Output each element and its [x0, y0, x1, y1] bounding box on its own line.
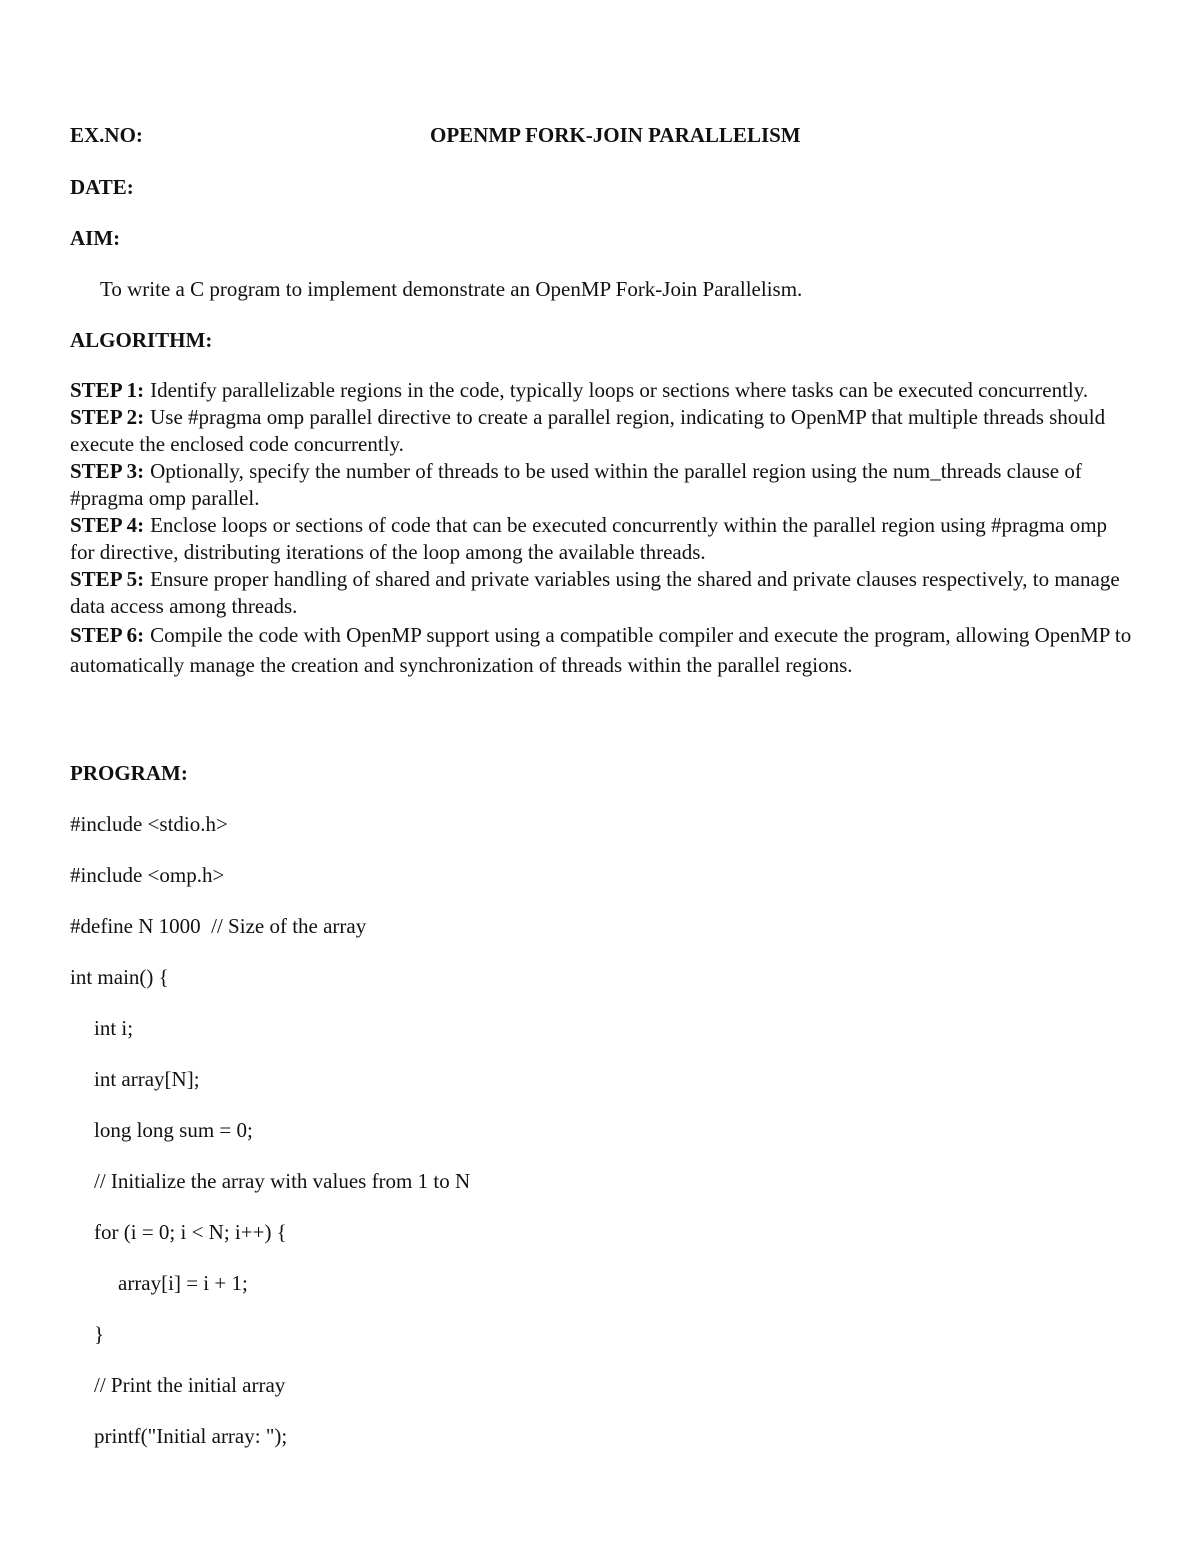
step-2 [70, 404, 1135, 458]
code-line: #define N 1000 // Size of the array [70, 914, 367, 938]
ex-no-label: EX.NO: [70, 123, 143, 147]
step-4 [70, 512, 1135, 566]
code-line: for (i = 0; i < N; i++) { [94, 1220, 287, 1244]
code-line: long long sum = 0; [94, 1118, 253, 1142]
step-6 [70, 620, 1135, 680]
code-line: array[i] = i + 1; [118, 1271, 248, 1295]
code-line: // Initialize the array with values from 1 to N [94, 1169, 471, 1193]
code-line: #include <stdio.h> [70, 812, 228, 836]
step-text: Compile the code with OpenMP support using a compatible compiler and execute the program, allowing OpenMP to automatically manage the creation and synchronization of threads within the parallel regions. [70, 623, 1132, 677]
code-line: int array[N]; [94, 1067, 200, 1091]
step-label: STEP 5: [70, 567, 145, 591]
step-label: STEP 2: [70, 405, 145, 429]
code-line: int i; [94, 1016, 134, 1040]
step-text: Enclose loops or sections of code that can be executed concurrently within the parallel region using #pragma omp for directive, distributing iterations of the loop among the available threads. [70, 513, 1108, 564]
program-heading: PROGRAM: [70, 761, 188, 785]
step-label: STEP 3: [70, 459, 145, 483]
code-line: int main() { [70, 965, 169, 989]
program-code [70, 812, 470, 1475]
step-label: STEP 6: [70, 623, 145, 647]
step-text: Ensure proper handling of shared and private variables using the shared and private clauses respectively, to manage data access among threads. [70, 567, 1120, 618]
step-label: STEP 1: [70, 378, 145, 402]
date-label: DATE: [70, 175, 134, 199]
algorithm-heading: ALGORITHM: [70, 328, 213, 352]
step-1 [70, 377, 1135, 404]
step-5 [70, 566, 1135, 620]
code-line: } [94, 1322, 105, 1346]
step-3 [70, 458, 1135, 512]
aim-text: To write a C program to implement demonstrate an OpenMP Fork-Join Parallelism. [100, 277, 803, 301]
step-text: Use #pragma omp parallel directive to create a parallel region, indicating to OpenMP that multiple threads should execute the enclosed code concurrently. [70, 405, 1106, 456]
step-label: STEP 4: [70, 513, 145, 537]
page-title: OPENMP FORK-JOIN PARALLELISM [430, 123, 801, 147]
code-line: printf("Initial array: "); [94, 1424, 288, 1448]
step-text: Identify parallelizable regions in the code, typically loops or sections where tasks can be executed concurrently. [150, 378, 1089, 402]
code-line: // Print the initial array [94, 1373, 286, 1397]
algorithm-steps [70, 377, 1135, 680]
step-text: Optionally, specify the number of threads to be used within the parallel region using the num_threads clause of #pragma omp parallel. [70, 459, 1082, 510]
code-line: #include <omp.h> [70, 863, 225, 887]
aim-heading: AIM: [70, 226, 121, 250]
